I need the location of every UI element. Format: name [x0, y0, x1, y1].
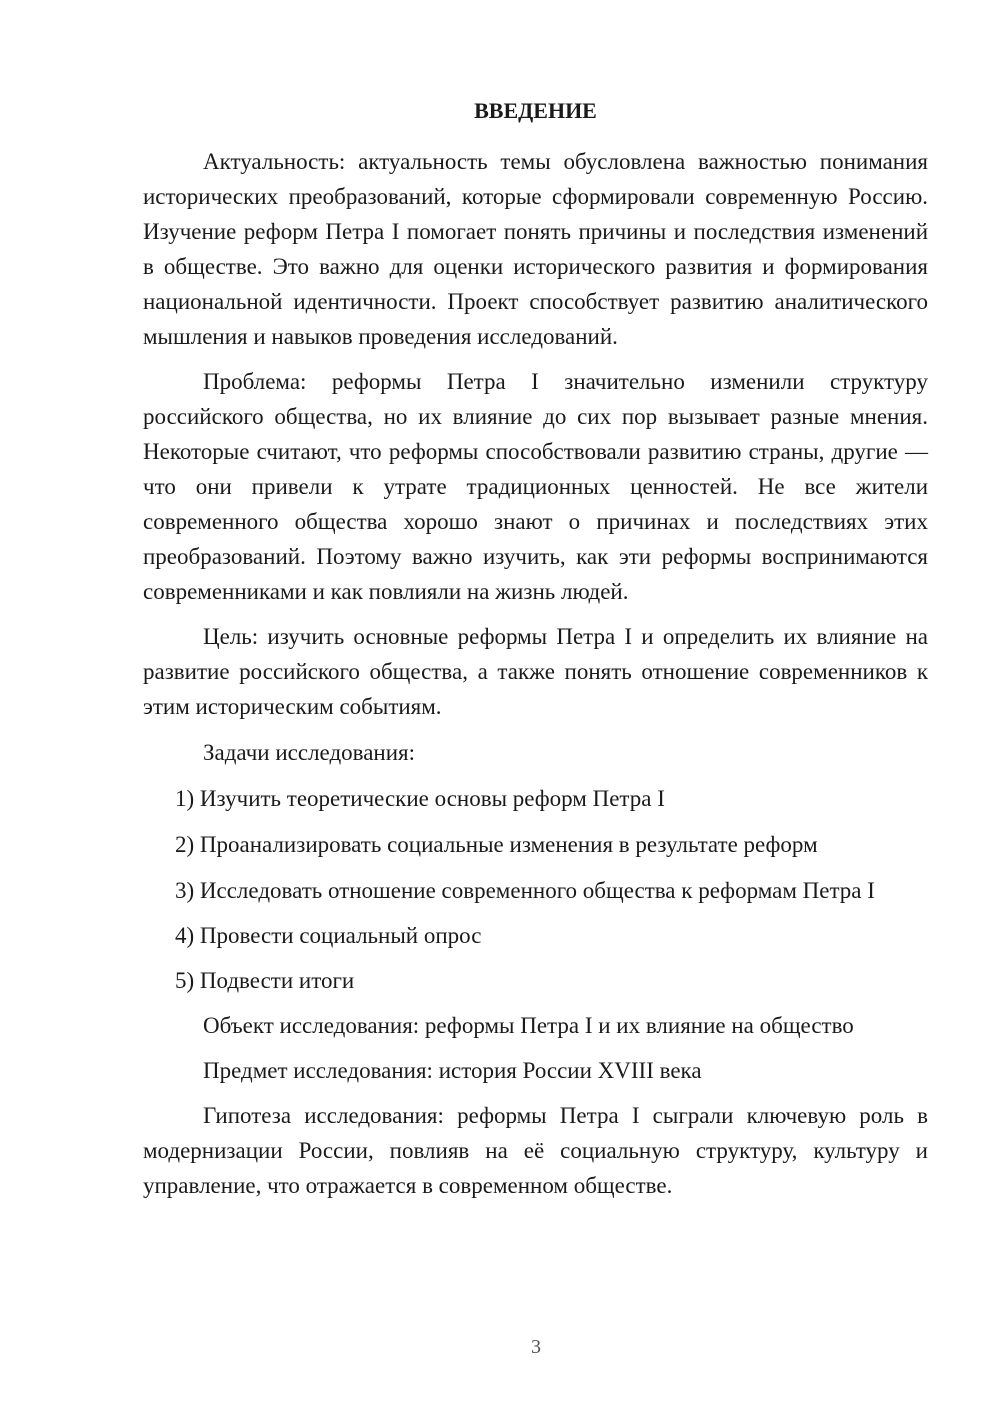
goal-paragraph: Цель: изучить основные реформы Петра I и определить их влияние на развитие российского общества, а также понять отношение современников к этим историческим событиям.: [143, 624, 928, 719]
task-item: 2) Проанализировать социальные изменения в результате реформ: [175, 832, 818, 857]
page-title: ВВЕДЕНИЕ: [474, 98, 597, 123]
hypothesis-paragraph: Гипотеза исследования: реформы Петра I сыграли ключевую роль в модернизации России, повлияв на её социальную структуру, культуру и управление, что отражается в современном обществе.: [143, 1103, 928, 1198]
task-item: 3) Исследовать отношение современного общества к реформам Петра I: [175, 878, 875, 903]
document-page: [143, 96, 928, 1203]
page-number: 3: [531, 1336, 541, 1358]
task-item: 1) Изучить теоретические основы реформ Петра I: [175, 786, 665, 811]
relevance-paragraph: Актуальность: актуальность темы обусловлена важностью понимания исторических преобразований, которые сформировали современную Россию. Изучение реформ Петра I помогает понять причины и последствия изменений в обществе. Это важно для оценки исторического развития и формирования национальной идентичности. Проект способствует развитию аналитического мышления и навыков проведения исследований.: [143, 149, 928, 349]
subject-line: Предмет исследования: история России XVIII века: [203, 1058, 702, 1083]
task-item: 5) Подвести итоги: [175, 968, 355, 993]
problem-paragraph: Проблема: реформы Петра I значительно изменили структуру российского общества, но их влияние до сих пор вызывает разные мнения. Некоторые считают, что реформы способствовали развитию страны, другие — что они привели к утрате традиционных ценностей. Не все жители современного общества хорошо знают о причинах и последствиях этих преобразований. Поэтому важно изучить, как эти реформы воспринимаются современниками и как повлияли на жизнь людей.: [143, 369, 928, 604]
object-line: Объект исследования: реформы Петра I и их влияние на общество: [203, 1013, 854, 1038]
tasks-heading: Задачи исследования:: [203, 740, 416, 765]
task-item: 4) Провести социальный опрос: [175, 923, 482, 948]
